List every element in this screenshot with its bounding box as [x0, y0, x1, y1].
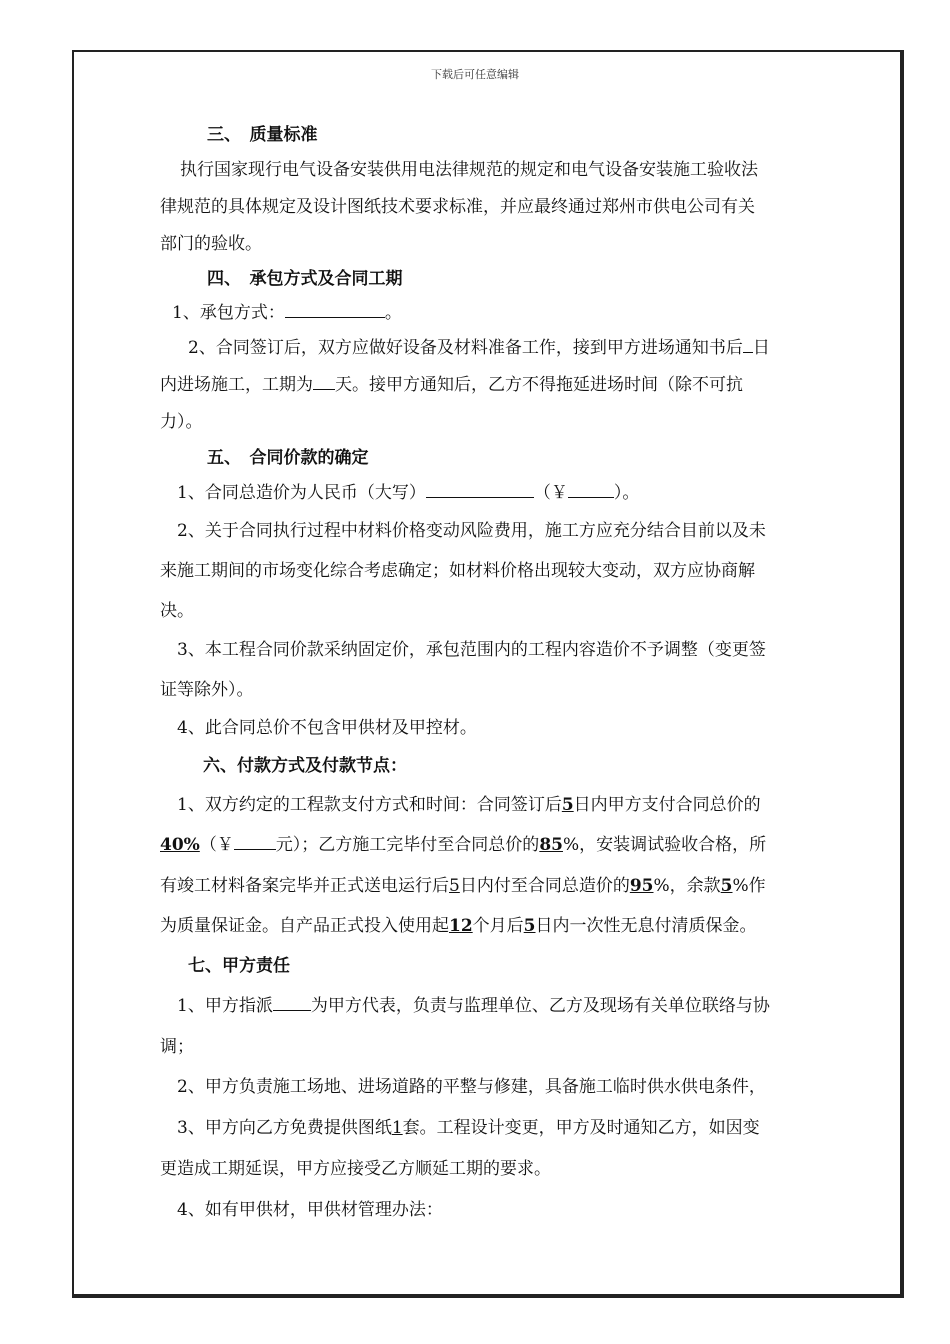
paragraph-line: 调；: [160, 1037, 194, 1057]
party-a-text: 套。工程设计变更，甲方及时通知乙方，如因变: [402, 1118, 760, 1138]
total-price-text: 1、合同总造价为人民币（大写）: [177, 483, 426, 503]
contract-method-line: [0, 298, 950, 323]
party-a-text: 1、甲方指派: [177, 996, 273, 1016]
payment-percent-value: 85: [539, 835, 563, 855]
duration-blank[interactable]: [313, 374, 335, 390]
paragraph-line: 律规范的具体规定及设计图纸技术要求标准，并应最终通过郑州市供电公司有关: [160, 197, 755, 217]
paragraph-line: 部门的验收。: [160, 234, 262, 254]
payment-line-1: [0, 790, 950, 815]
section-7-title: 七、甲方责任: [188, 956, 290, 976]
contract-method-blank[interactable]: [285, 302, 385, 318]
amount-words-blank[interactable]: [426, 482, 534, 498]
representative-blank[interactable]: [273, 995, 311, 1011]
payment-text: （￥: [199, 835, 234, 855]
schedule-text: 日: [752, 338, 770, 358]
amount-figure-blank[interactable]: [568, 482, 614, 498]
payment-text: 个月后: [472, 916, 524, 936]
schedule-line-2: [0, 370, 950, 395]
total-price-text: （￥: [533, 483, 568, 503]
schedule-line-1: [0, 333, 950, 358]
payment-line-2: [0, 830, 950, 855]
payment-text: 日内一次性无息付清质保金。: [535, 916, 757, 936]
payment-text: 日内付至合同总造价的: [459, 876, 630, 896]
schedule-text: 2、合同签订后，双方应做好设备及材料准备工作，接到甲方进场通知书后: [188, 338, 743, 358]
schedule-text: 天。接甲方通知后，乙方不得拖延进场时间（除不可抗: [335, 375, 743, 395]
contract-method-label: 1、承包方式：: [172, 303, 285, 323]
payment-days-value: 5: [561, 795, 574, 815]
paragraph-line: 4、此合同总价不包含甲供材及甲控材。: [177, 718, 477, 738]
party-a-text: 3、甲方向乙方免费提供图纸: [177, 1118, 392, 1138]
total-price-text: ）。: [613, 483, 640, 503]
payment-amount-blank[interactable]: [234, 834, 276, 850]
paragraph-line: 来施工期间的市场变化综合考虑确定；如材料价格出现较大变动，双方应协商解: [160, 561, 755, 581]
payment-text: 1、双方约定的工程款支付方式和时间：合同签订后: [177, 795, 562, 815]
paragraph-line: 4、如有甲供材，甲供材管理办法：: [177, 1200, 443, 1220]
payment-days-value: 5: [449, 876, 460, 896]
payment-text: 有竣工材料备案完毕并正式送电运行后: [160, 876, 449, 896]
schedule-line-3: 力）。: [160, 412, 203, 432]
payment-line-4: [0, 911, 950, 936]
payment-text: 日内甲方支付合同总价的: [573, 795, 761, 815]
paragraph-line: 3、本工程合同价款采纳固定价，承包范围内的工程内容造价不予调整（变更签: [177, 640, 766, 660]
period-text: 。: [384, 303, 402, 323]
paragraph-line: 证等除外）。: [160, 680, 254, 700]
payment-text: %作: [732, 876, 766, 896]
party-a-text: 为甲方代表，负责与监理单位、乙方及现场有关单位联络与协: [310, 996, 770, 1016]
payment-line-3: [0, 871, 950, 896]
payment-percent-value: 40%: [160, 835, 200, 855]
section-4-title: 四、 承包方式及合同工期: [207, 269, 403, 289]
page-header: 下载后可任意编辑: [431, 68, 519, 81]
party-a-rep-line: [0, 991, 950, 1016]
drawings-line: [0, 1113, 950, 1138]
section-5-title: 五、 合同价款的确定: [207, 448, 369, 468]
payment-text: 为质量保证金。自产品正式投入使用起: [160, 916, 449, 936]
section-6-title: 六、付款方式及付款节点：: [203, 756, 407, 776]
total-price-line: [0, 478, 950, 503]
payment-percent-value: 5: [720, 876, 733, 896]
payment-text: %，余款: [653, 876, 721, 896]
paragraph-line: 更造成工期延误，甲方应接受乙方顺延工期的要求。: [160, 1159, 551, 1179]
paragraph-line: 2、甲方负责施工场地、进场道路的平整与修建，具备施工临时供水供电条件，: [177, 1077, 766, 1097]
payment-text: %，安装调试验收合格，所: [562, 835, 767, 855]
paragraph-line: 2、关于合同执行过程中材料价格变动风险费用，施工方应充分结合目前以及未: [177, 521, 766, 541]
paragraph-line: 决。: [160, 601, 194, 621]
schedule-text: 内进场施工，工期为: [160, 375, 313, 395]
drawing-sets-value: 1: [391, 1118, 403, 1138]
section-3-title: 三、 质量标准: [207, 125, 318, 145]
payment-text: 元）；乙方施工完毕付至合同总价的: [275, 835, 540, 855]
payment-percent-value: 95: [629, 876, 654, 896]
days-blank[interactable]: [743, 337, 753, 353]
warranty-days-value: 5: [523, 916, 536, 936]
paragraph-line: 执行国家现行电气设备安装供用电法律规范的规定和电气设备安装施工验收法: [180, 160, 758, 180]
warranty-months-value: 12: [449, 916, 473, 936]
